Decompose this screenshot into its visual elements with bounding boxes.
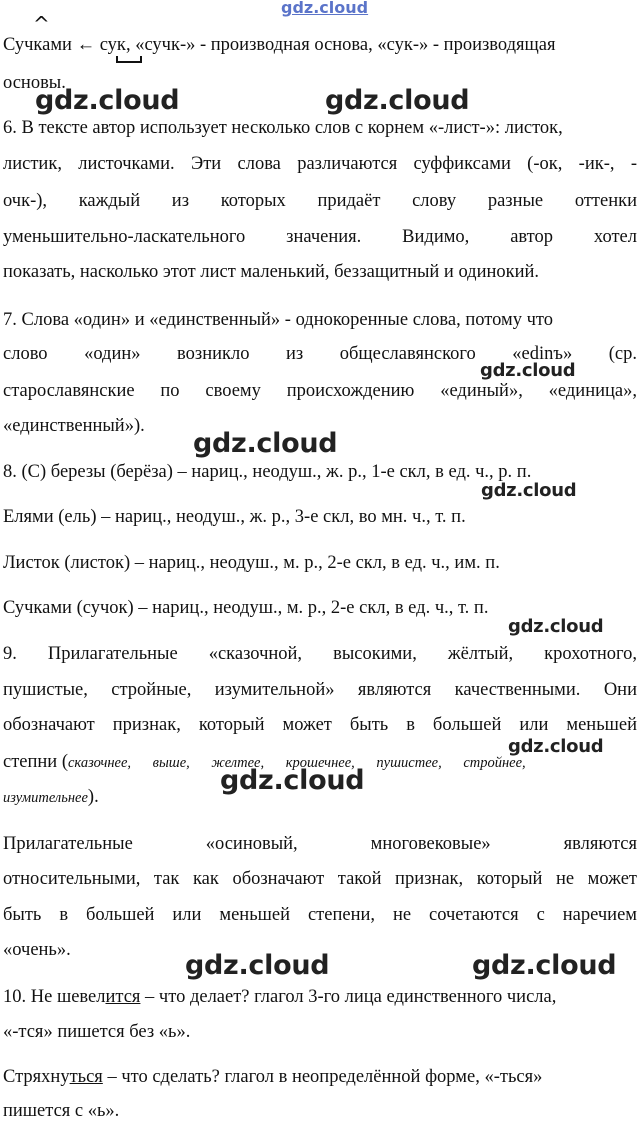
watermark: gdz.cloud bbox=[185, 950, 330, 981]
section-7-line-3: старославянские по своему происхождению «единый», «единица», bbox=[3, 381, 637, 401]
watermark-top: gdz.cloud bbox=[281, 0, 369, 17]
section-6-line-4: уменьшительно-ласкательного значения. Видимо, автор хотел bbox=[3, 227, 637, 247]
section-7-line-4: «единственный»). bbox=[3, 416, 145, 436]
section-6-line-2: листик, листочками. Эти слова различаются суффиксами (-ок, -ик-, - bbox=[3, 154, 637, 174]
text-fragment: ). bbox=[87, 787, 99, 807]
section-5-line-2: основы. bbox=[3, 73, 66, 93]
watermark: gdz.cloud bbox=[325, 85, 470, 116]
section-6-line-5: показать, насколько этот лист маленький, беззащитный и одинокий. bbox=[3, 262, 540, 282]
section-7-line-2: слово «один» возникло из общеславянского «edinъ» (ср. bbox=[3, 344, 637, 364]
watermark: gdz.cloud bbox=[35, 85, 180, 116]
section-5-line-1 bbox=[3, 34, 555, 56]
section-10-line-4: пишется с «ь». bbox=[3, 1101, 120, 1121]
section-7-line-1: 7. Слова «один» и «единственный» - однокоренные слова, потому что bbox=[3, 310, 553, 330]
underlined-ending: ится bbox=[105, 987, 141, 1007]
section-9-line-8: быть в большей или меньшей степени, не сочетаются с наречием bbox=[3, 905, 637, 925]
section-9-line-1: 9. Прилагательные «сказочной, высокими, жёлтый, крохотного, bbox=[3, 644, 637, 664]
suffix-bracket-mark bbox=[116, 56, 142, 63]
text-fragment: Сучками ← bbox=[3, 35, 100, 55]
watermark: gdz.cloud bbox=[508, 736, 604, 757]
section-9-line-9: «очень». bbox=[3, 940, 71, 960]
section-8-line-1: 8. (С) березы (берёза) – нариц., неодуш., ж. р., 1-е скл, в ед. ч., р. п. bbox=[3, 462, 532, 482]
text-fragment: сук bbox=[99, 35, 126, 55]
watermark: gdz.cloud bbox=[508, 616, 604, 637]
section-10-line-2: «-тся» пишется без «ь». bbox=[3, 1022, 191, 1042]
text-fragment: 10. Не шевел bbox=[3, 987, 106, 1007]
root-caret-mark: ^ bbox=[33, 12, 50, 36]
text-fragment: Стряхну bbox=[3, 1067, 70, 1087]
italic-comparatives: сказочнее, выше, желтее, крошечнее, пушистее, стройнее, bbox=[68, 755, 526, 771]
text-fragment: – что делает? глагол 3-го лица единственного числа, bbox=[140, 987, 557, 1007]
watermark: gdz.cloud bbox=[472, 950, 617, 981]
watermark: gdz.cloud bbox=[193, 428, 338, 459]
watermark: gdz.cloud bbox=[481, 480, 577, 501]
section-8-line-2: Елями (ель) – нариц., неодуш., ж. р., 3-е скл, во мн. ч., т. п. bbox=[3, 507, 466, 527]
section-9-line-7: относительными, так как обозначают такой признак, который не может bbox=[3, 869, 637, 889]
watermark: gdz.cloud bbox=[220, 765, 365, 796]
text-fragment: – что сделать? глагол в неопределённой форме, «-ться» bbox=[102, 1067, 543, 1087]
underlined-ending: ться bbox=[69, 1067, 103, 1087]
section-9-line-5 bbox=[3, 786, 99, 809]
section-10-line-3 bbox=[3, 1066, 542, 1088]
text-fragment: , «сучк-» - производная основа, «сук-» - производящая bbox=[125, 35, 556, 55]
section-10-line-1 bbox=[3, 986, 556, 1008]
section-9-line-6: Прилагательные «осиновый, многовековые» являются bbox=[3, 834, 637, 854]
text-fragment: степни ( bbox=[3, 752, 68, 772]
section-8-line-4: Сучками (сучок) – нариц., неодуш., м. р., 2-е скл, в ед. ч., т. п. bbox=[3, 598, 489, 618]
italic-comparative: изумительнее bbox=[3, 790, 88, 806]
section-6-line-3: очк-), каждый из которых придаёт слову разные оттенки bbox=[3, 191, 637, 211]
section-8-line-3: Листок (листок) – нариц., неодуш., м. р., 2-е скл, в ед. ч., им. п. bbox=[3, 553, 500, 573]
watermark: gdz.cloud bbox=[480, 360, 576, 381]
section-9-line-3: обозначают признак, который может быть в большей или меньшей bbox=[3, 715, 637, 735]
section-9-line-2: пушистые, стройные, изумительной» являются качественными. Они bbox=[3, 680, 637, 700]
section-6-line-1: 6. В тексте автор использует несколько слов с корнем «-лист-»: листок, bbox=[3, 118, 563, 138]
